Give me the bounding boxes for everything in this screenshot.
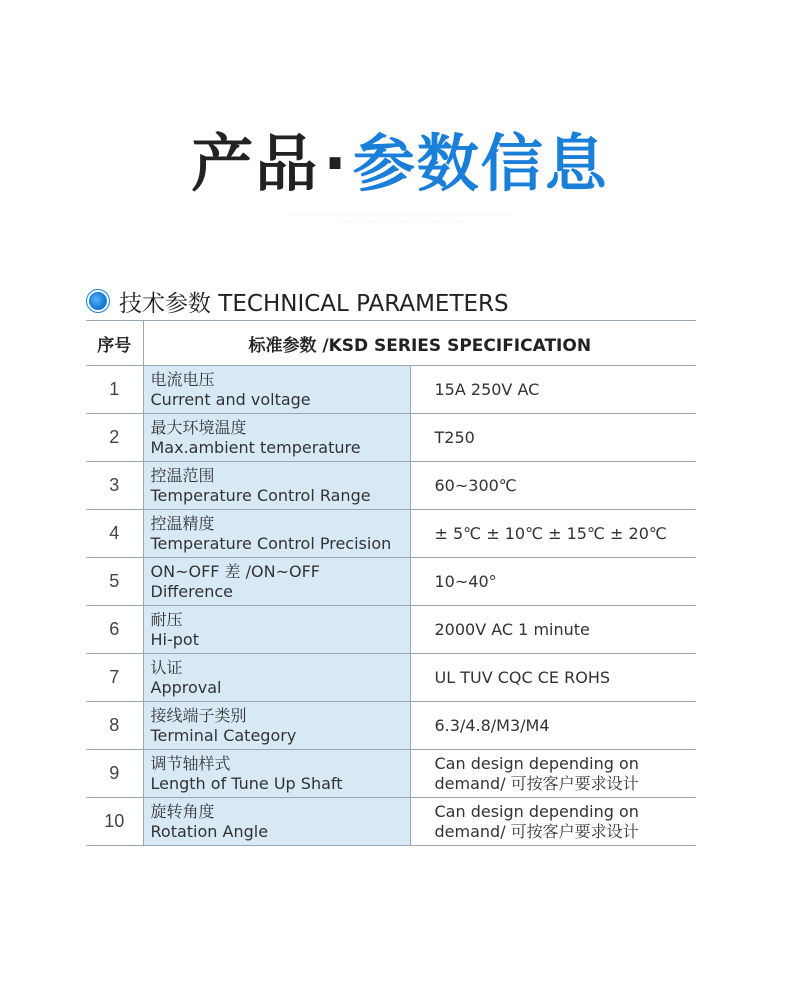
bullet-circle-icon bbox=[89, 292, 107, 310]
header-spec: 标准参数 /KSD SERIES SPECIFICATION bbox=[143, 321, 696, 366]
parameter-value: 2000V AC 1 minute bbox=[410, 606, 696, 654]
parameter-name bbox=[143, 702, 410, 750]
row-number: 10 bbox=[86, 798, 143, 846]
row-number: 3 bbox=[86, 462, 143, 510]
parameter-name bbox=[143, 462, 410, 510]
page-title-part2: 参数信息 bbox=[352, 127, 609, 200]
parameter-name-en: Rotation Angle bbox=[150, 821, 269, 841]
parameter-name bbox=[143, 798, 410, 846]
table-row bbox=[86, 654, 696, 702]
parameter-name-cn: 认证 bbox=[150, 657, 183, 677]
parameter-name-cn: 控温精度 bbox=[150, 513, 215, 533]
row-number: 6 bbox=[86, 606, 143, 654]
parameter-value: 60~300℃ bbox=[410, 462, 696, 510]
table-header-row bbox=[86, 321, 696, 366]
row-number: 8 bbox=[86, 702, 143, 750]
table-row bbox=[86, 702, 696, 750]
header-no: 序号 bbox=[86, 321, 143, 366]
section-heading bbox=[86, 286, 509, 316]
table-row bbox=[86, 414, 696, 462]
parameter-name bbox=[143, 750, 410, 798]
table-row bbox=[86, 798, 696, 846]
parameter-name-cn: ON~OFF 差 /ON~OFF bbox=[150, 561, 321, 581]
parameter-value: Can design depending on demand/ 可按客户要求设计 bbox=[410, 798, 696, 846]
parameter-name-cn: 控温范围 bbox=[150, 465, 215, 485]
parameter-value: T250 bbox=[410, 414, 696, 462]
parameter-name-cn: 旋转角度 bbox=[150, 801, 215, 821]
page-title-dot: · bbox=[323, 127, 349, 200]
table-row bbox=[86, 366, 696, 414]
parameter-name-en: Difference bbox=[150, 581, 233, 601]
table-row bbox=[86, 750, 696, 798]
parameter-name bbox=[143, 510, 410, 558]
table-body bbox=[86, 366, 696, 846]
parameter-name-cn: 电流电压 bbox=[150, 369, 215, 389]
parameter-name-en: Current and voltage bbox=[150, 389, 311, 409]
tagline-line-2: ..... ..... ....... ........ ... ....... ..... ....... .... ........ ...... ...... bbox=[333, 218, 467, 223]
table-row bbox=[86, 462, 696, 510]
parameter-name-en: Max.ambient temperature bbox=[150, 437, 361, 457]
parameter-name-cn: 耐压 bbox=[150, 609, 183, 629]
parameter-name-en: Temperature Control Precision bbox=[150, 533, 392, 553]
row-number: 1 bbox=[86, 366, 143, 414]
row-number: 4 bbox=[86, 510, 143, 558]
page-title bbox=[0, 128, 800, 200]
parameter-value: Can design depending on demand/ 可按客户要求设计 bbox=[410, 750, 696, 798]
parameter-name bbox=[143, 414, 410, 462]
parameter-name bbox=[143, 558, 410, 606]
parameter-name bbox=[143, 654, 410, 702]
parameter-name-en: Length of Tune Up Shaft bbox=[150, 773, 343, 793]
parameter-value: 6.3/4.8/M3/M4 bbox=[410, 702, 696, 750]
parameter-name-cn: 最大环境温度 bbox=[150, 417, 247, 437]
table-row bbox=[86, 606, 696, 654]
parameter-name bbox=[143, 366, 410, 414]
parameter-name-en: Approval bbox=[150, 677, 222, 697]
row-number: 9 bbox=[86, 750, 143, 798]
parameter-name-en: Hi-pot bbox=[150, 629, 199, 649]
section-heading-text: 技术参数 TECHNICAL PARAMETERS bbox=[119, 290, 509, 317]
parameter-name-en: Terminal Category bbox=[150, 725, 297, 745]
row-number: 7 bbox=[86, 654, 143, 702]
parameter-value: UL TUV CQC CE ROHS bbox=[410, 654, 696, 702]
parameter-name-en: Temperature Control Range bbox=[150, 485, 371, 505]
title-tagline bbox=[210, 212, 590, 224]
tagline-line-1: ..... ........ ... ......... .... ....... ..... .......... ....... ......... .... .......... ... .......... ..... ........ ..... .......... bbox=[288, 212, 512, 217]
row-number: 5 bbox=[86, 558, 143, 606]
table-row bbox=[86, 510, 696, 558]
parameter-name-cn: 调节轴样式 bbox=[150, 753, 231, 773]
parameter-name-cn: 接线端子类别 bbox=[150, 705, 247, 725]
page-title-part1: 产品 bbox=[191, 127, 320, 200]
parameter-value: ± 5℃ ± 10℃ ± 15℃ ± 20℃ bbox=[410, 510, 696, 558]
parameter-value: 10~40° bbox=[410, 558, 696, 606]
row-number: 2 bbox=[86, 414, 143, 462]
parameter-value: 15A 250V AC bbox=[410, 366, 696, 414]
table-row bbox=[86, 558, 696, 606]
parameter-name bbox=[143, 606, 410, 654]
parameters-table bbox=[86, 320, 696, 846]
